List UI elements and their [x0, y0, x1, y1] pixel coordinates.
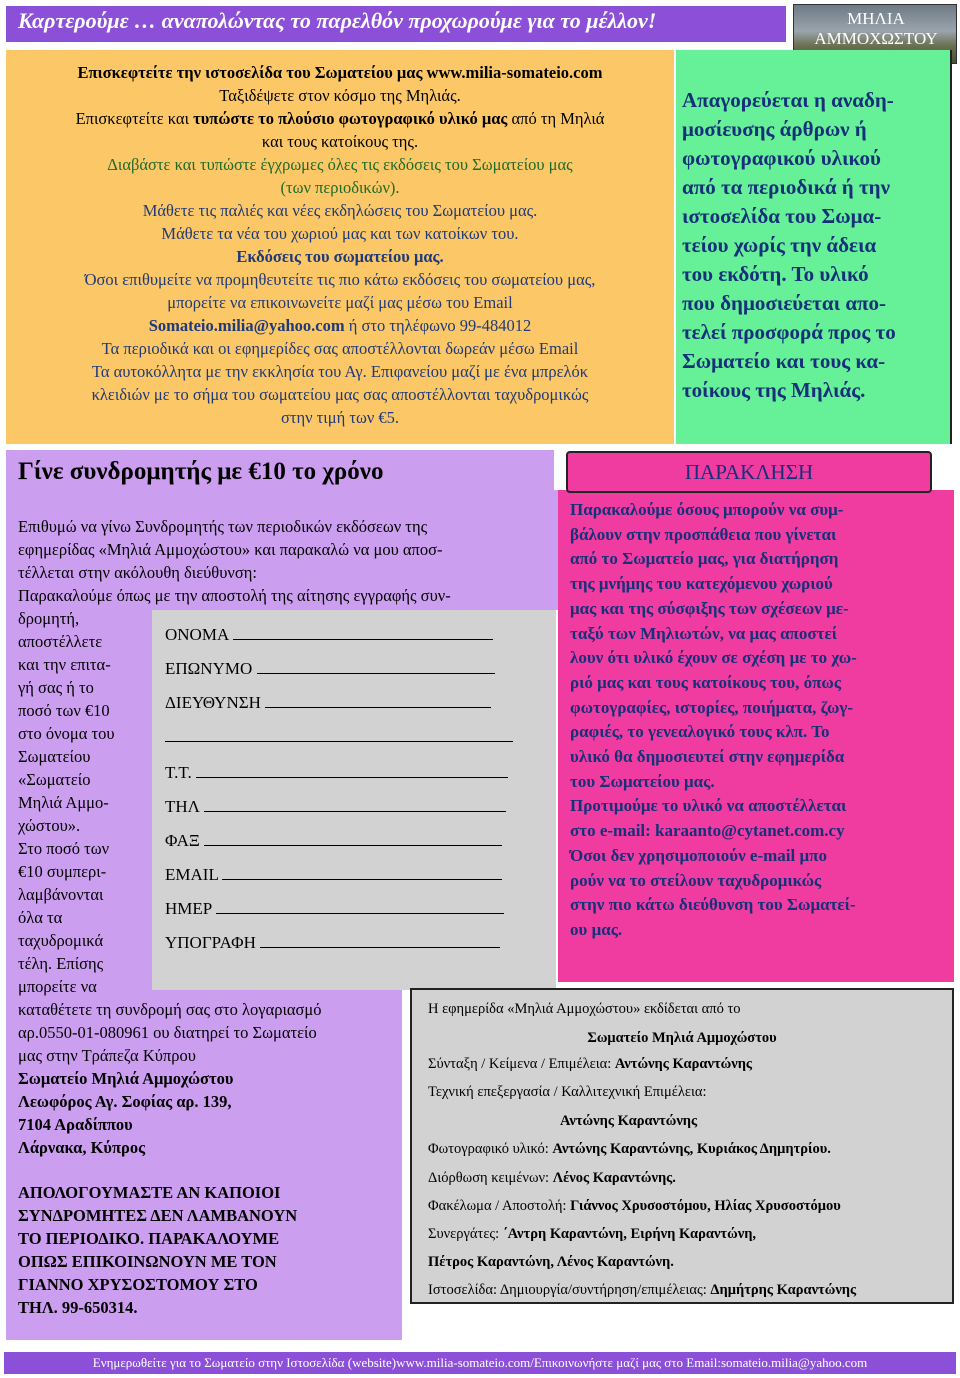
credits-collaborators: Συνεργάτες: ΄Αντρη Καραντώνη, Ειρήνη Καραντώνη, [428, 1226, 757, 1242]
side-text: και την επιτα- [18, 655, 111, 674]
info-publications-heading: Εκδόσεις του σωματείου μας. [236, 247, 444, 266]
subscription-intro: Επιθυμώ να γίνω Συνδρομητής των περιοδικών εκδόσεων της [18, 517, 428, 536]
credits-mailing: Φακέλωμα / Αποστολή: Γιάννος Χρυσοστόμου, Ηλίας Χρυσοστόμου [428, 1198, 841, 1214]
info-line-website: Επισκεφτείτε την ιστοσελίδα του Σωματείου μας www.milia-somateio.com [77, 63, 603, 82]
credits-tech: Τεχνική επεξεργασία / Καλλιτεχνική Επιμέλεια: [428, 1084, 707, 1100]
side-text: αποστέλλετε [18, 632, 103, 651]
side-text: τέλη. Επίσης [18, 954, 104, 973]
info-line: μπορείτε να επικοινωνείτε μαζί μας μέσω του Email [167, 293, 513, 312]
info-line: Μάθετε τα νέα του χωριού μας και των κατοίκων του. [161, 224, 519, 243]
deposit-text: μας στην Τράπεζα Κύπρου [18, 1046, 196, 1065]
credits-collaborators-2: Πέτρος Καραντώνη, Λένος Καραντώνη. [428, 1254, 674, 1270]
request-title: ΠΑΡΑΚΛΗΣΗ [684, 460, 814, 484]
info-line: Ταξιδέψετε στον κόσμο της Μηλιάς. [219, 86, 461, 105]
info-line: και τους κατοίκους της. [261, 132, 419, 151]
info-line: στην τιμή των €5. [280, 408, 400, 427]
side-text: λαμβάνονται [18, 885, 104, 904]
copyright-notice [676, 50, 952, 444]
side-text: στο όνομα του [18, 724, 115, 743]
side-text: ποσό των €10 [18, 701, 110, 720]
credits-photo: Φωτογραφικό υλικό: Αντώνης Καραντώνης, Κυριάκος Δημητρίου. [428, 1141, 831, 1157]
deposit-text: καταθέτετε τη συνδρομή σας στο λογαριασμό [18, 1000, 322, 1019]
form-field-surname[interactable]: ΕΠΩΝΥΜΟ [165, 659, 495, 679]
photo-caption-line2: ΑΜΜΟΧΩΣΤΟΥ [814, 29, 938, 48]
side-text: Μηλιά Αμμο- [18, 793, 109, 812]
subscription-intro: τέλλεται στην ακόλουθη διεύθυνση: [18, 563, 257, 582]
credits-tech-name: Αντώνης Καραντώνης [560, 1113, 698, 1129]
credits-proofreading: Διόρθωση κειμένων: Λένος Καραντώνης. [428, 1170, 676, 1186]
deposit-text: αρ.0550-01-080961 ου διατηρεί το Σωματείο [18, 1023, 317, 1042]
credits-intro: Η εφημερίδα «Μηλιά Αμμοχώστου» εκδίδεται από το [428, 1001, 741, 1017]
form-field-postcode[interactable]: Τ.Τ. [165, 763, 508, 783]
form-field-address[interactable]: ΔΙΕΥΘΥΝΣΗ [165, 693, 491, 713]
subscription-title: Γίνε συνδρομητής με €10 το χρόνο [18, 458, 384, 485]
side-text: μπορείτε να [18, 977, 97, 996]
side-text: Σωματείου [18, 747, 91, 766]
form-field-name[interactable]: ΟΝΟΜΑ [165, 625, 493, 645]
side-text: γή σας ή το [18, 678, 94, 697]
form-field-email[interactable]: EMAIL [165, 865, 502, 885]
form-field-date[interactable]: ΗΜΕΡ [165, 899, 504, 919]
credits-panel [410, 988, 954, 1304]
form-field-address-line2[interactable] [165, 727, 513, 747]
info-line: Διαβάστε και τυπώστε έγχρωμες όλες τις εκδόσεις του Σωματείου μας [107, 155, 573, 174]
info-line: Τα αυτοκόλλητα με την εκκλησία του Αγ. Επιφανείου μαζί με ένα μπρελόκ [91, 362, 589, 381]
side-text: χώστου». [18, 816, 81, 835]
request-text: Παρακαλούμε όσους μπορούν να συμ- βάλουν στην προσπάθεια που γίνεται από το Σωματείο μας, για διατήρηση της μνήμης του κατεχόμενου χωριού μας και της σύσφιξης των σχέσεων με- ταξύ των Μηλιωτών, να μας αποστεί λουν ότι υλικό έχουν σε σχέση με το χω- ριό μας και τους κατοίκους του, όπως φωτογραφίες, ιστορίες, ποιήματα, ζωγ- ραφιές, το γενεαλογικό τους κλπ. Το υλικό θα δημοσιευτεί στην εφημερίδα του Σωματείου μας. Προτιμούμε το υλικό να αποστέλλεται στο e-mail: karaanto@cytanet.com.cy Όσοι δεν χρησιμοποιούν e-mail μπο ρούν να το στείλουν ταχυδρομικώς στην πιο κάτω διεύθυνση του Σωματεί- ου μας. [570, 500, 857, 939]
subscription-intro: εφημερίδας «Μηλιά Αμμοχώστου» και παρακαλώ να μου αποσ- [18, 540, 443, 559]
credits-publisher: Σωματείο Μηλιά Αμμοχώστου [587, 1030, 777, 1046]
info-line: Τα περιοδικά και οι εφημερίδες σας αποστέλλονται δωρεάν μέσω Email [101, 339, 579, 358]
form-field-phone[interactable]: ΤΗΛ [165, 797, 506, 817]
credits-website: Ιστοσελίδα: Δημιουργία/συντήρηση/επιμέλειας: Δημήτρης Καραντώνης [428, 1282, 857, 1298]
info-line: Μάθετε τις παλιές και νέες εκδηλώσεις του Σωματείου μας. [142, 201, 538, 220]
notice-text: Απαγορεύεται η αναδη- μοσίευσης άρθρων ή φωτογραφικού υλικού από τα περιοδικά ή την ιστοσελίδα του Σωμα- τείου χωρίς την άδεια του εκδότη. Το υλικό που δημοσιεύεται απο- τελεί προσφορά προς το Σωματείο και τους κα- τοίκους της Μηλιάς. [682, 88, 896, 402]
apology-text: ΤΟ ΠΕΡΙΟΔΙΚΟ. ΠΑΡΑΚΑΛΟΥΜΕ [18, 1229, 280, 1248]
header-slogan: Καρτερούμε … αναπολώντας το παρελθόν προχωρούμε για το μέλλον! [18, 8, 657, 33]
apology-text: ΑΠΟΛΟΓΟΥΜΑΣΤΕ ΑΝ ΚΑΠΟΙΟΙ [18, 1183, 281, 1202]
side-text: «Σωματείο [18, 770, 91, 789]
photo-caption-line1: ΜΗΛΙΑ [847, 9, 905, 28]
credits-editing: Σύνταξη / Κείμενα / Επιμέλεια: Αντώνης Καραντώνης [428, 1056, 753, 1072]
info-line: Επισκεφτείτε και τυπώστε το πλούσιο φωτογραφικό υλικό μας από τη Μηλιά [75, 109, 605, 128]
info-line: Όσοι επιθυμείτε να προμηθευτείτε τις πιο κάτω εκδόσεις του σωματείου μας, [84, 270, 596, 289]
apology-text: ΓΙΑΝΝΟ ΧΡΥΣΟΣΤΟΜΟΥ ΣΤΟ [18, 1275, 258, 1294]
address-line: 7104 Αραδίππου [18, 1115, 133, 1134]
form-field-signature[interactable]: ΥΠΟΓΡΑΦΗ [165, 933, 500, 953]
apology-text: ΣΥΝΔΡΟΜΗΤΕΣ ΔΕΝ ΛΑΜΒΑΝΟΥΝ [18, 1206, 298, 1225]
form-field-fax[interactable]: ΦΑΞ [165, 831, 502, 851]
side-text: €10 συμπερι- [18, 862, 107, 881]
info-line: κλειδιών με το σήμα του σωματείου μας σας αποστέλλονται ταχυδρομικώς [91, 385, 589, 404]
side-text: δρομητή, [18, 609, 80, 628]
footer-text: Ενημερωθείτε για το Σωματείο στην Ιστοσελίδα (website)www.milia-somateio.com/Επικοινωνήστε μαζί μας στο Email:somateio.milia@yahoo.com [92, 1355, 868, 1370]
apology-text: ΤΗΛ. 99-650314. [18, 1298, 138, 1317]
website-info-panel [6, 50, 674, 444]
info-line: (των περιοδικών). [280, 178, 400, 197]
address-line: Λεωφόρος Αγ. Σοφίας αρ. 139, [18, 1092, 232, 1111]
subscription-intro: Παρακαλούμε όπως με την αποστολή της αίτησης εγγραφής συν- [18, 586, 451, 605]
info-line-contact: Somateio.milia@yahoo.com ή στο τηλέφωνο 99-484012 [148, 316, 532, 335]
address-line: Σωματείο Μηλιά Αμμοχώστου [18, 1069, 234, 1088]
side-text: Στο ποσό των [18, 839, 110, 858]
apology-text: ΟΠΩΣ ΕΠΙΚΟΙΝΩΝΟΥΝ ΜΕ ΤΟΝ [18, 1252, 277, 1271]
side-text: ταχυδρομικά [18, 931, 104, 950]
side-text: όλα τα [18, 908, 63, 927]
address-line: Λάρνακα, Κύπρος [18, 1138, 146, 1157]
